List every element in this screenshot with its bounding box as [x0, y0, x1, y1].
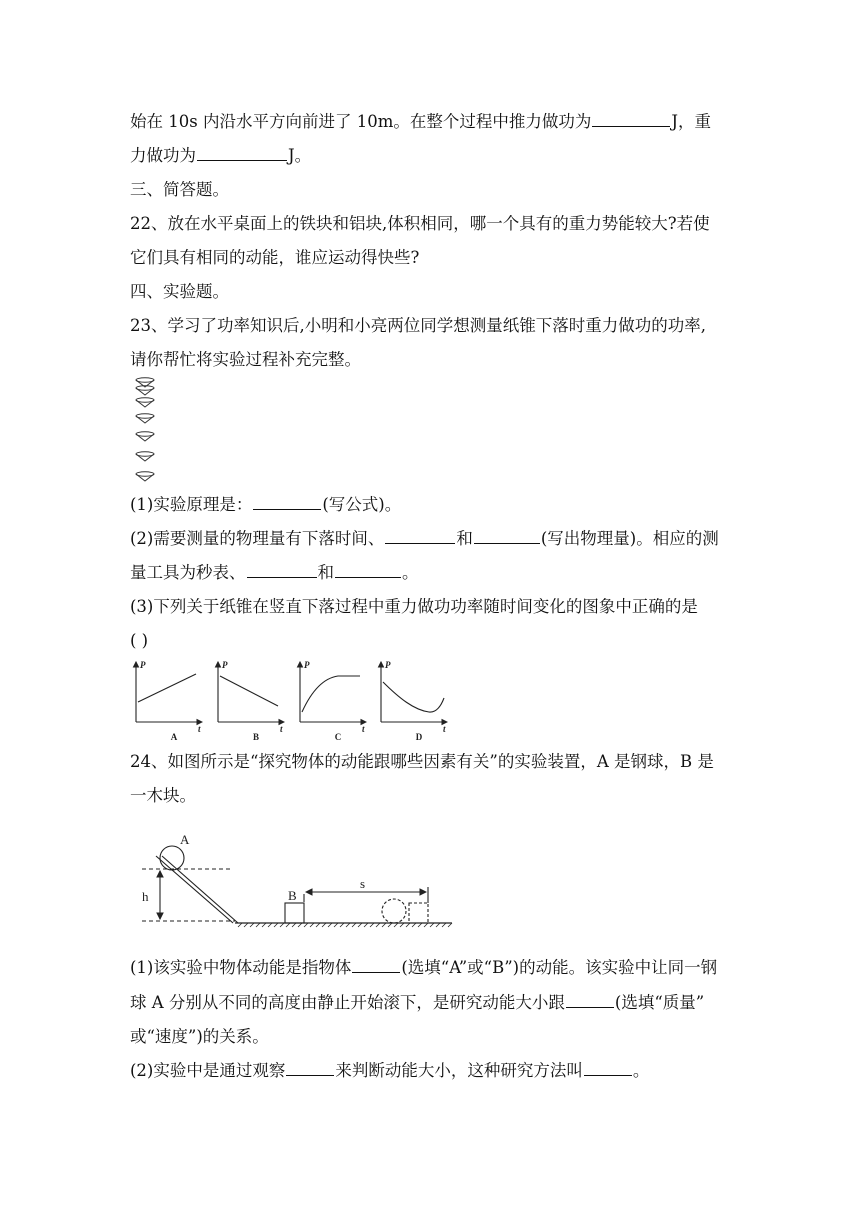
- graph-b-x-label: t: [280, 724, 283, 734]
- q24-part-1-line-2: [130, 992, 732, 1014]
- q23-p2-text-f: 。: [402, 563, 419, 582]
- q24-line-2: 一木块。: [130, 786, 196, 805]
- answer-blank[interactable]: [253, 494, 321, 510]
- q21-text-2: J，重: [671, 112, 711, 131]
- ramp-line: [156, 856, 233, 923]
- graph-c-label: C: [334, 732, 342, 742]
- q22-line-1: 22、放在水平桌面上的铁块和铝块,体积相同，哪一个具有的重力势能较大?若使: [130, 214, 710, 233]
- graph-a-label: A: [170, 732, 178, 742]
- answer-blank[interactable]: [584, 1060, 632, 1076]
- graph-c: [300, 662, 366, 722]
- graph-c-curve: [302, 676, 360, 712]
- q23-p2-text-a: (2)需要测量的物理量有下落时间、: [130, 529, 385, 548]
- q23-part-1: [130, 494, 732, 516]
- q24-p1-text-a: (1)该实验中物体动能是指物体: [130, 958, 352, 977]
- answer-blank[interactable]: [566, 992, 614, 1008]
- displaced-block: [409, 903, 428, 923]
- answer-blank[interactable]: [247, 562, 317, 578]
- wood-block-b: [285, 903, 304, 923]
- q24-p2-text-b: 来判断动能大小，这种研究方法叫: [335, 1061, 583, 1080]
- height-label: h: [142, 889, 149, 904]
- q23-part-2: [130, 528, 732, 550]
- q24-p1-text-d: (选填“质量”: [614, 993, 705, 1012]
- q21-text-4: J。: [288, 146, 312, 165]
- kinetic-energy-apparatus: [130, 830, 455, 930]
- ramp-line: [162, 856, 238, 923]
- paper-cone-icon: [136, 398, 154, 407]
- q24-p1-text-b: (选填“A”或“B”)的动能。该实验中让同一钢: [401, 958, 718, 977]
- block-b-label: B: [288, 888, 297, 903]
- q23-part-3-line-2: ( ): [130, 631, 149, 650]
- q24-part-1: [130, 957, 732, 979]
- q21-line-1: [130, 111, 732, 133]
- displaced-ball: [382, 899, 406, 923]
- section-4-title: 四、实验题。: [130, 282, 229, 301]
- graph-a-y-label: P: [140, 660, 146, 670]
- graph-a-x-label: t: [198, 724, 201, 734]
- graph-b-label: B: [252, 732, 260, 742]
- q23-part-2-line-2: [130, 562, 732, 584]
- paper-cone-icon: [136, 472, 154, 481]
- answer-blank[interactable]: [474, 528, 540, 544]
- q23-p2-text-b: 和: [456, 529, 473, 548]
- graph-d: [381, 662, 447, 722]
- q23-p1-text-b: (写公式)。: [322, 495, 402, 514]
- graph-c-y-label: P: [304, 660, 310, 670]
- q23-p1-text-a: (1)实验原理是：: [130, 495, 253, 514]
- q23-p2-text-e: 和: [317, 563, 334, 582]
- paper-cone-icon: [136, 432, 154, 441]
- q22-line-2: 它们具有相同的动能，谁应运动得快些?: [130, 248, 420, 267]
- answer-blank[interactable]: [286, 1060, 334, 1076]
- graph-a: [136, 662, 202, 722]
- paper-cone-icon: [136, 414, 154, 423]
- section-3-title: 三、简答题。: [130, 180, 229, 199]
- graph-b-curve: [220, 676, 278, 706]
- paper-cone-icon: [136, 452, 154, 461]
- q24-p2-text-a: (2)实验中是通过观察: [130, 1061, 286, 1080]
- q21-text-1: 始在 10s 内沿水平方向前进了 10m。在整个过程中推力做功为: [130, 112, 592, 131]
- graph-b: [218, 662, 284, 722]
- answer-blank[interactable]: [197, 145, 287, 161]
- q23-p2-text-c: (写出物理量)。相应的测: [540, 529, 719, 548]
- graph-d-label: D: [415, 732, 423, 742]
- graph-d-x-label: t: [443, 724, 446, 734]
- paper-cone-figure: [130, 376, 160, 488]
- q23-part-3: (3)下列关于纸锥在竖直下落过程中重力做功功率随时间变化的图象中正确的是: [130, 597, 698, 616]
- q24-part-1-line-3: 或“速度”)的关系。: [130, 1027, 269, 1046]
- graph-a-curve: [138, 674, 196, 702]
- q24-part-2: [130, 1060, 732, 1082]
- distance-label: s: [360, 876, 366, 891]
- q21-text-3: 力做功为: [130, 146, 196, 165]
- q21-line-2: [130, 145, 732, 167]
- q24-p2-text-c: 。: [632, 1061, 650, 1080]
- answer-blank[interactable]: [352, 957, 400, 973]
- graph-b-y-label: P: [222, 660, 228, 670]
- q23-p2-text-d: 量工具为秒表、: [130, 563, 246, 582]
- answer-blank[interactable]: [592, 111, 670, 127]
- graph-d-y-label: P: [385, 660, 391, 670]
- q24-p1-text-c: 球 A 分别从不同的高度由静止开始滚下，是研究动能大小跟: [130, 993, 565, 1012]
- q23-line-2: 请你帮忙将实验过程补充完整。: [130, 350, 361, 369]
- power-time-graphs: [124, 658, 456, 742]
- ball-a-label: A: [180, 832, 190, 847]
- answer-blank[interactable]: [335, 562, 401, 578]
- q23-line-1: 23、学习了功率知识后,小明和小亮两位同学想测量纸锥下落时重力做功的功率,: [130, 316, 706, 335]
- q24-line-1: 24、如图所示是“探究物体的动能跟哪些因素有关”的实验装置，A 是钢球，B 是: [130, 752, 714, 771]
- graph-d-curve: [383, 682, 444, 712]
- graph-c-x-label: t: [362, 724, 365, 734]
- answer-blank[interactable]: [385, 528, 455, 544]
